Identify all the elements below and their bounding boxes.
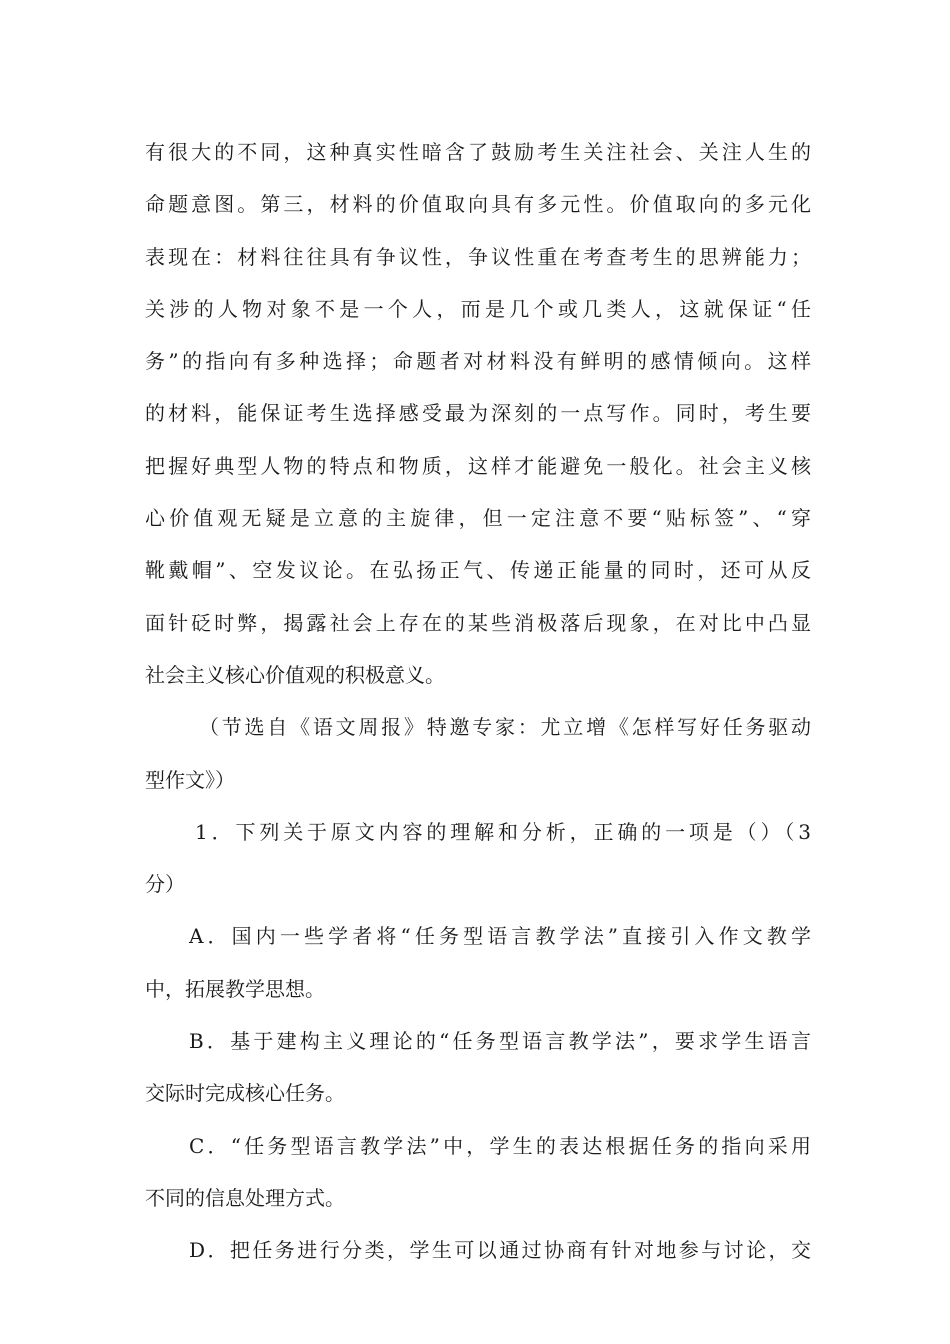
question-stem: 分） — [145, 872, 185, 897]
citation-line: 型作文》） — [145, 767, 235, 792]
option-d — [145, 1230, 811, 1271]
option-a — [145, 916, 811, 1021]
passage-line: 面针砭时弊，揭露社会上存在的某些消极落后现象，在对比中凸显 — [145, 610, 811, 635]
option-b — [145, 1021, 811, 1126]
question — [145, 812, 811, 917]
option-c — [145, 1126, 811, 1231]
option-line: A．国内一些学者将“任务型语言教学法”直接引入作文教学 — [189, 924, 811, 949]
passage-line: 的材料，能保证考生选择感受最为深刻的一点写作。同时，考生要 — [145, 401, 811, 426]
passage-line: 靴戴帽”、空发议论。在弘扬正气、传递正能量的同时，还可从反 — [145, 558, 811, 583]
option-line: C．“任务型语言教学法”中，学生的表达根据任务的指向采用 — [189, 1133, 811, 1158]
option-line: 交际时完成核心任务。 — [145, 1081, 345, 1106]
passage-line: 社会主义核心价值观的积极意义。 — [145, 662, 445, 687]
document-page — [145, 132, 811, 1272]
passage-line: 表现在：材料往往具有争议性，争议性重在考查考生的思辨能力； — [145, 244, 811, 269]
citation — [145, 707, 811, 812]
passage-line: 务”的指向有多种选择；命题者对材料没有鲜明的感情倾向。这样 — [145, 349, 811, 374]
citation-line: （节选自《语文周报》特邀专家：尤立增《怎样写好任务驱动 — [199, 715, 811, 740]
option-line: B．基于建构主义理论的“任务型语言教学法”，要求学生语言 — [189, 1029, 811, 1054]
passage-line: 关涉的人物对象不是一个人，而是几个或几类人，这就保证“任 — [145, 296, 811, 321]
passage-line: 命题意图。第三，材料的价值取向具有多元性。价值取向的多元化 — [145, 192, 811, 217]
passage-line: 心价值观无疑是立意的主旋律，但一定注意不要“贴标签”、“穿 — [145, 506, 811, 531]
option-line: D．把任务进行分类，学生可以通过协商有针对地参与讨论，交 — [189, 1238, 811, 1263]
passage-line: 把握好典型人物的特点和物质，这样才能避免一般化。社会主义核 — [145, 453, 811, 478]
option-line: 不同的信息处理方式。 — [145, 1185, 345, 1210]
question-stem: 1．下列关于原文内容的理解和分析，正确的一项是（）（3 — [195, 819, 811, 844]
passage-line: 有很大的不同，这种真实性暗含了鼓励考生关注社会、关注人生的 — [145, 140, 811, 164]
passage — [145, 132, 811, 707]
option-line: 中，拓展教学思想。 — [145, 976, 325, 1001]
